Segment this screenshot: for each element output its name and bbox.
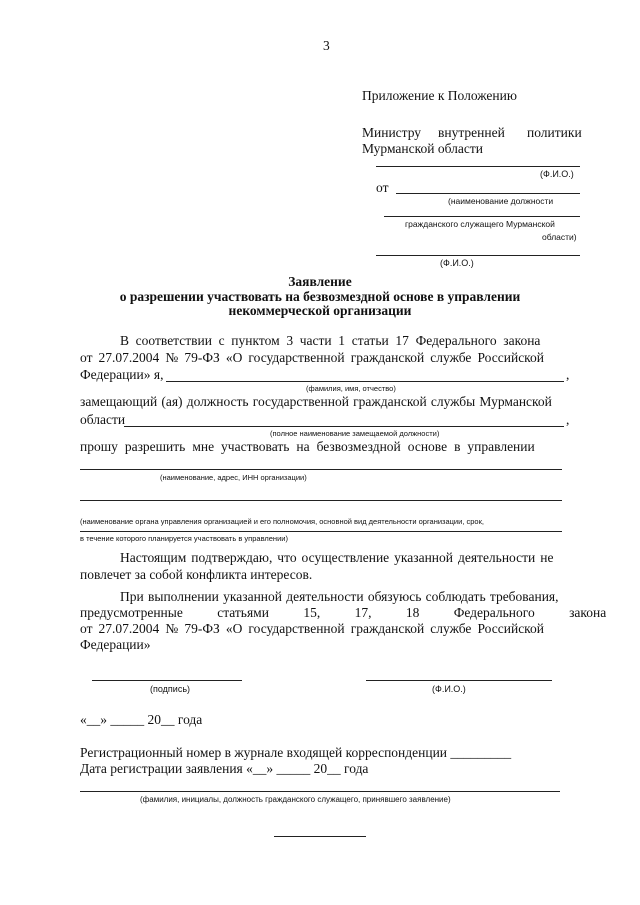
registration-caption: (фамилия, инициалы, должность гражданского служащего, принявшего заявление) bbox=[140, 795, 451, 804]
attachment-header: Приложение к Положению bbox=[362, 88, 517, 103]
p1-line-2: от 27.07.2004 № 79-ФЗ «О государственной гражданской службе Российской bbox=[80, 350, 545, 365]
signature-line bbox=[92, 680, 242, 681]
body-caption: (наименование органа управления организацией и его полномочия, основной вид деятельности организации, срок, bbox=[80, 517, 484, 526]
registration-fill-line bbox=[80, 791, 560, 792]
position-fill-line bbox=[124, 426, 564, 427]
addressee-fio-line-2 bbox=[376, 255, 580, 256]
document-subtitle-1: о разрешении участвовать на безвозмездной основе в управлении bbox=[119, 289, 521, 304]
fio-comma: , bbox=[566, 367, 570, 382]
position-line bbox=[384, 216, 580, 217]
position-caption-2: гражданского служащего Мурманской bbox=[405, 219, 555, 229]
addressee-fio-line bbox=[376, 166, 580, 167]
p2-line-1: замещающий (ая) должность государственной гражданской службы Мурманской bbox=[80, 394, 552, 409]
addressee-fio-caption-2: (Ф.И.О.) bbox=[440, 258, 474, 268]
p5-line-1: При выполнении указанной деятельности обязуюсь соблюдать требования, bbox=[120, 589, 559, 604]
addressee-word-3: политики bbox=[527, 125, 582, 140]
signature-fio-line bbox=[366, 680, 552, 681]
p1-line-1: В соответствии с пунктом 3 части 1 статьи 17 Федерального закона bbox=[120, 333, 541, 348]
fio-caption: (фамилия, имя, отчество) bbox=[306, 384, 396, 393]
position-comma: , bbox=[566, 412, 570, 427]
body-fill-line bbox=[80, 500, 562, 501]
p3-line-1: прошу разрешить мне участвовать на безвозмездной основе в управлении bbox=[80, 439, 535, 454]
document-title: Заявление bbox=[288, 274, 352, 289]
p5-line-2: предусмотренные статьями 15, 17, 18 Федерального закона bbox=[80, 605, 607, 620]
p1-line-3: Федерации» я, bbox=[80, 367, 164, 382]
date-line: «__» _____ 20__ года bbox=[80, 712, 203, 727]
p4-line-2: повлечет за собой конфликта интересов. bbox=[80, 567, 313, 582]
addressee-word-1: Министру bbox=[362, 125, 422, 140]
page-number: 3 bbox=[323, 38, 330, 53]
bottom-separator bbox=[274, 836, 366, 837]
from-line bbox=[396, 193, 580, 194]
registration-number: Регистрационный номер в журнале входящей корреспонденции _________ bbox=[80, 745, 512, 760]
position-caption-1: (наименование должности bbox=[448, 196, 554, 206]
fio-fill-line bbox=[166, 381, 564, 382]
position-caption: (полное наименование замещаемой должности) bbox=[270, 429, 440, 438]
p4-line-1: Настоящим подтверждаю, что осуществление указанной деятельности не bbox=[120, 550, 554, 565]
p2-line-2: области bbox=[80, 412, 126, 427]
registration-date: Дата регистрации заявления «__» _____ 20__ года bbox=[80, 761, 369, 776]
p5-line-3: от 27.07.2004 № 79-ФЗ «О государственной гражданской службе Российской bbox=[80, 621, 545, 636]
addressee-line-2: Мурманской области bbox=[362, 141, 483, 156]
org-caption: (наименование, адрес, ИНН организации) bbox=[160, 473, 307, 482]
signature-fio-caption: (Ф.И.О.) bbox=[432, 684, 466, 694]
position-caption-3: области) bbox=[542, 232, 577, 242]
addressee-word-2: внутренней bbox=[438, 125, 505, 140]
addressee-fio-caption: (Ф.И.О.) bbox=[540, 169, 574, 179]
from-label: от bbox=[376, 180, 389, 195]
p5-line-4: Федерации» bbox=[80, 637, 151, 652]
document-subtitle-2: некоммерческой организации bbox=[228, 303, 412, 318]
signature-caption: (подпись) bbox=[150, 684, 191, 694]
term-fill-line bbox=[80, 531, 562, 532]
org-fill-line bbox=[80, 469, 562, 470]
term-caption: в течение которого планируется участвовать в управлении) bbox=[80, 534, 288, 543]
